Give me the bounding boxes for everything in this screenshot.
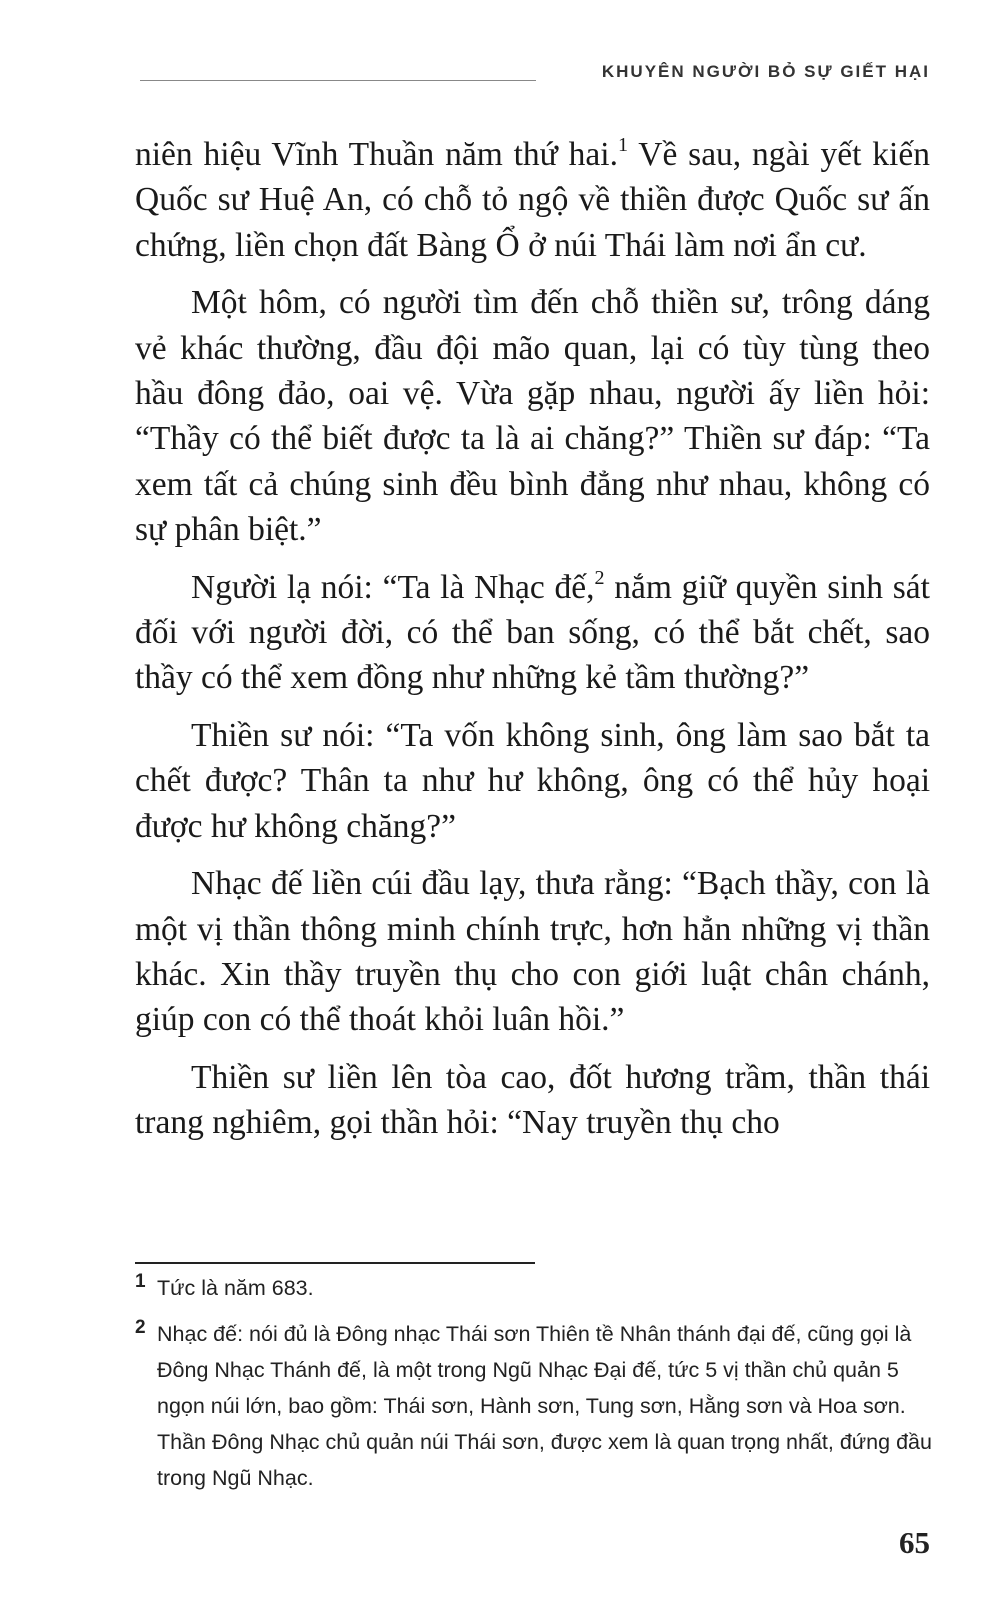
footnote-reference-2[interactable]: 2: [594, 566, 605, 589]
paragraph-1: [135, 132, 930, 268]
footnote-text: Nhạc đế: nói đủ là Đông nhạc Thái sơn Thiên tề Nhân thánh đại đế, cũng gọi là Đông Nhạc Thánh đế, là một trong Ngũ Nhạc Đại đế, tức 5 vị thần chủ quản 5 ngọn núi lớn, bao gồm: Thái sơn, Hành sơn, Tung sơn, Hằng sơn và Hoa sơn. Thần Đông Nhạc chủ quản núi Thái sơn, được xem là quan trọng nhất, đứng đầu trong Ngũ Nhạc.: [157, 1322, 932, 1490]
footnote-reference-1[interactable]: 1: [617, 133, 629, 156]
footnotes: [135, 1270, 935, 1506]
paragraph-4: Thiền sư nói: “Ta vốn không sinh, ông làm sao bắt ta chết được? Thân ta như hư không, ông có thể hủy hoại được hư không chăng?”: [135, 716, 930, 845]
paragraph-2: Một hôm, có người tìm đến chỗ thiền sư, trông dáng vẻ khác thường, đầu đội mão quan, lại có tùy tùng theo hầu đông đảo, oai vệ. Vừa gặp nhau, người ấy liền hỏi: “Thầy có thể biết được ta là ai chăng?” Thiền sư đáp: “Ta xem tất cả chúng sinh đều bình đẳng như nhau, không có sự phân biệt.”: [135, 284, 930, 549]
footnote-2: [135, 1316, 935, 1496]
footnote-text: Tức là năm 683.: [157, 1276, 314, 1300]
footnote-mark: 2: [135, 1317, 146, 1338]
paragraph-text: niên hiệu Vĩnh Thuần năm thứ hai.: [135, 136, 618, 173]
paragraph-6: Thiền sư liền lên tòa cao, đốt hương trầm, thần thái trang nghiêm, gọi thần hỏi: “Nay truyền thụ cho: [135, 1058, 930, 1142]
paragraph-5: Nhạc đế liền cúi đầu lạy, thưa rằng: “Bạch thầy, con là một vị thần thông minh chính trực, hơn hẳn những vị thần khác. Xin thầy truyền thụ cho con giới luật chân chánh, giúp con có thể thoát khỏi luân hồi.”: [135, 865, 930, 1039]
footnote-1: [135, 1270, 935, 1306]
paragraph-text: Người lạ nói: “Ta là Nhạc đế,: [191, 568, 595, 606]
paragraph-text: nắm giữ quyền sinh sát đối với người đời, có thể ban sống, có thể bắt chết, sao thầy có thể xem đồng như những kẻ tầm thường?”: [135, 568, 930, 697]
footnote-rule: [135, 1262, 535, 1264]
paragraph-3: [135, 565, 930, 701]
page-number: 65: [899, 1525, 930, 1560]
paragraph-text: Về sau, ngài yết kiến Quốc sư Huệ An, có chỗ tỏ ngộ về thiền được Quốc sư ấn chứng, liền chọn đất Bàng Ổ ở núi Thái làm nơi ẩn cư.: [135, 136, 930, 264]
header-rule: [140, 80, 536, 81]
footnote-mark: 1: [135, 1271, 146, 1292]
running-header: KHUYÊN NGƯỜI BỎ SỰ GIẾT HẠI: [601, 62, 930, 81]
body-text: [135, 132, 930, 1158]
